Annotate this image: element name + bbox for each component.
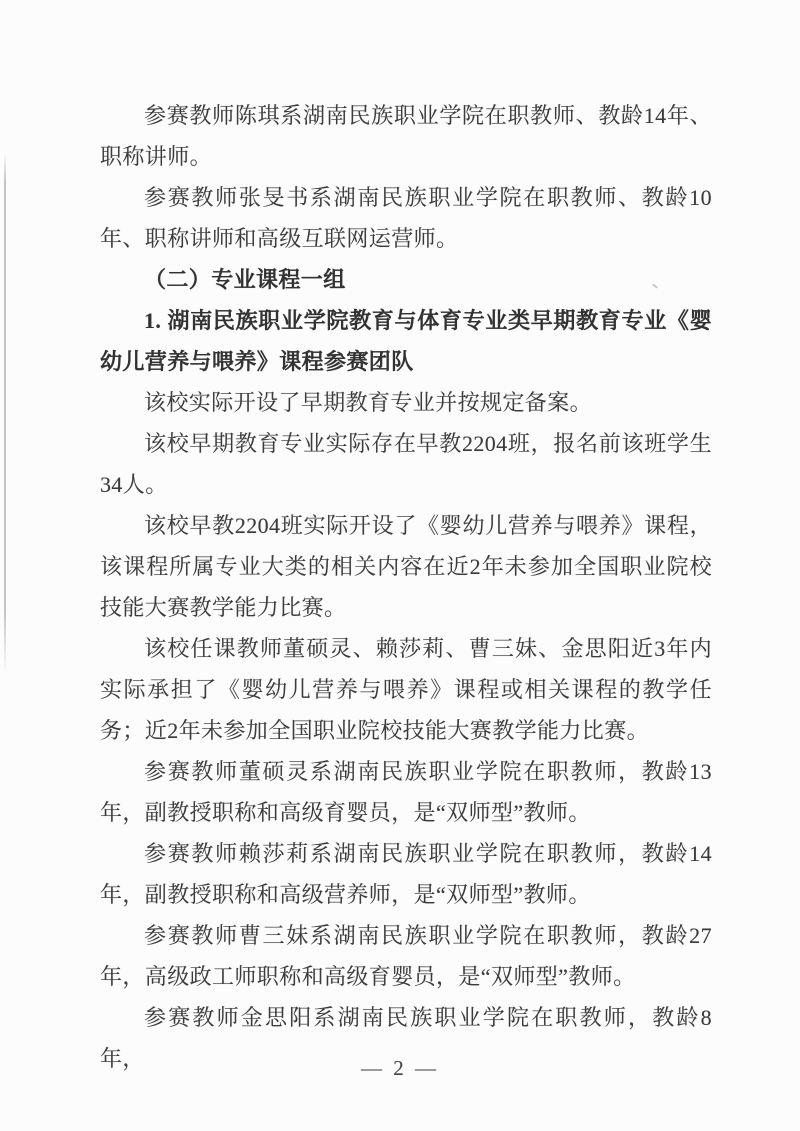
paragraph: 参赛教师赖莎莉系湖南民族职业学院在职教师，教龄14年，副教授职称和高级营养师，是“双师型”教师。 — [100, 841, 712, 907]
paragraph: 该校任课教师董硕灵、赖莎莉、曹三妹、金思阳近3年内实际承担了《婴幼儿营养与喂养》课程或相关课程的教学任务；近2年未参加全国职业院校技能大赛教学能力比赛。 — [100, 636, 712, 743]
paragraph: 参赛教师张旻书系湖南民族职业学院在职教师、教龄10年、职称讲师和高级互联网运营师。 — [100, 185, 712, 251]
paragraph: 参赛教师曹三妹系湖南民族职业学院在职教师，教龄27年，高级政工师职称和高级育婴员，是“双师型”教师。 — [100, 923, 712, 989]
scan-edge-artifact — [4, 152, 6, 674]
paragraph: 参赛教师董硕灵系湖南民族职业学院在职教师，教龄13年，副教授职称和高级育婴员，是“双师型”教师。 — [100, 759, 712, 825]
section-heading: （二）专业课程一组 — [144, 267, 346, 292]
document-body — [100, 95, 712, 1079]
paragraph: 参赛教师金思阳系湖南民族职业学院在职教师，教龄8年， — [100, 1005, 712, 1071]
item-heading: 1. 湖南民族职业学院教育与体育专业类早期教育专业《婴幼儿营养与喂养》课程参赛团队 — [100, 308, 712, 374]
paragraph: 该校早教2204班实际开设了《婴幼儿营养与喂养》课程，该课程所属专业大类的相关内容在近2年未参加全国职业院校技能大赛教学能力比赛。 — [100, 513, 712, 620]
paragraph: 参赛教师陈琪系湖南民族职业学院在职教师、教龄14年、职称讲师。 — [100, 103, 712, 169]
page-number: — 2 — — [361, 1056, 439, 1080]
paragraph: 该校早期教育专业实际存在早教2204班，报名前该班学生34人。 — [100, 431, 712, 497]
paragraph: 该校实际开设了早期教育专业并按规定备案。 — [144, 390, 593, 415]
